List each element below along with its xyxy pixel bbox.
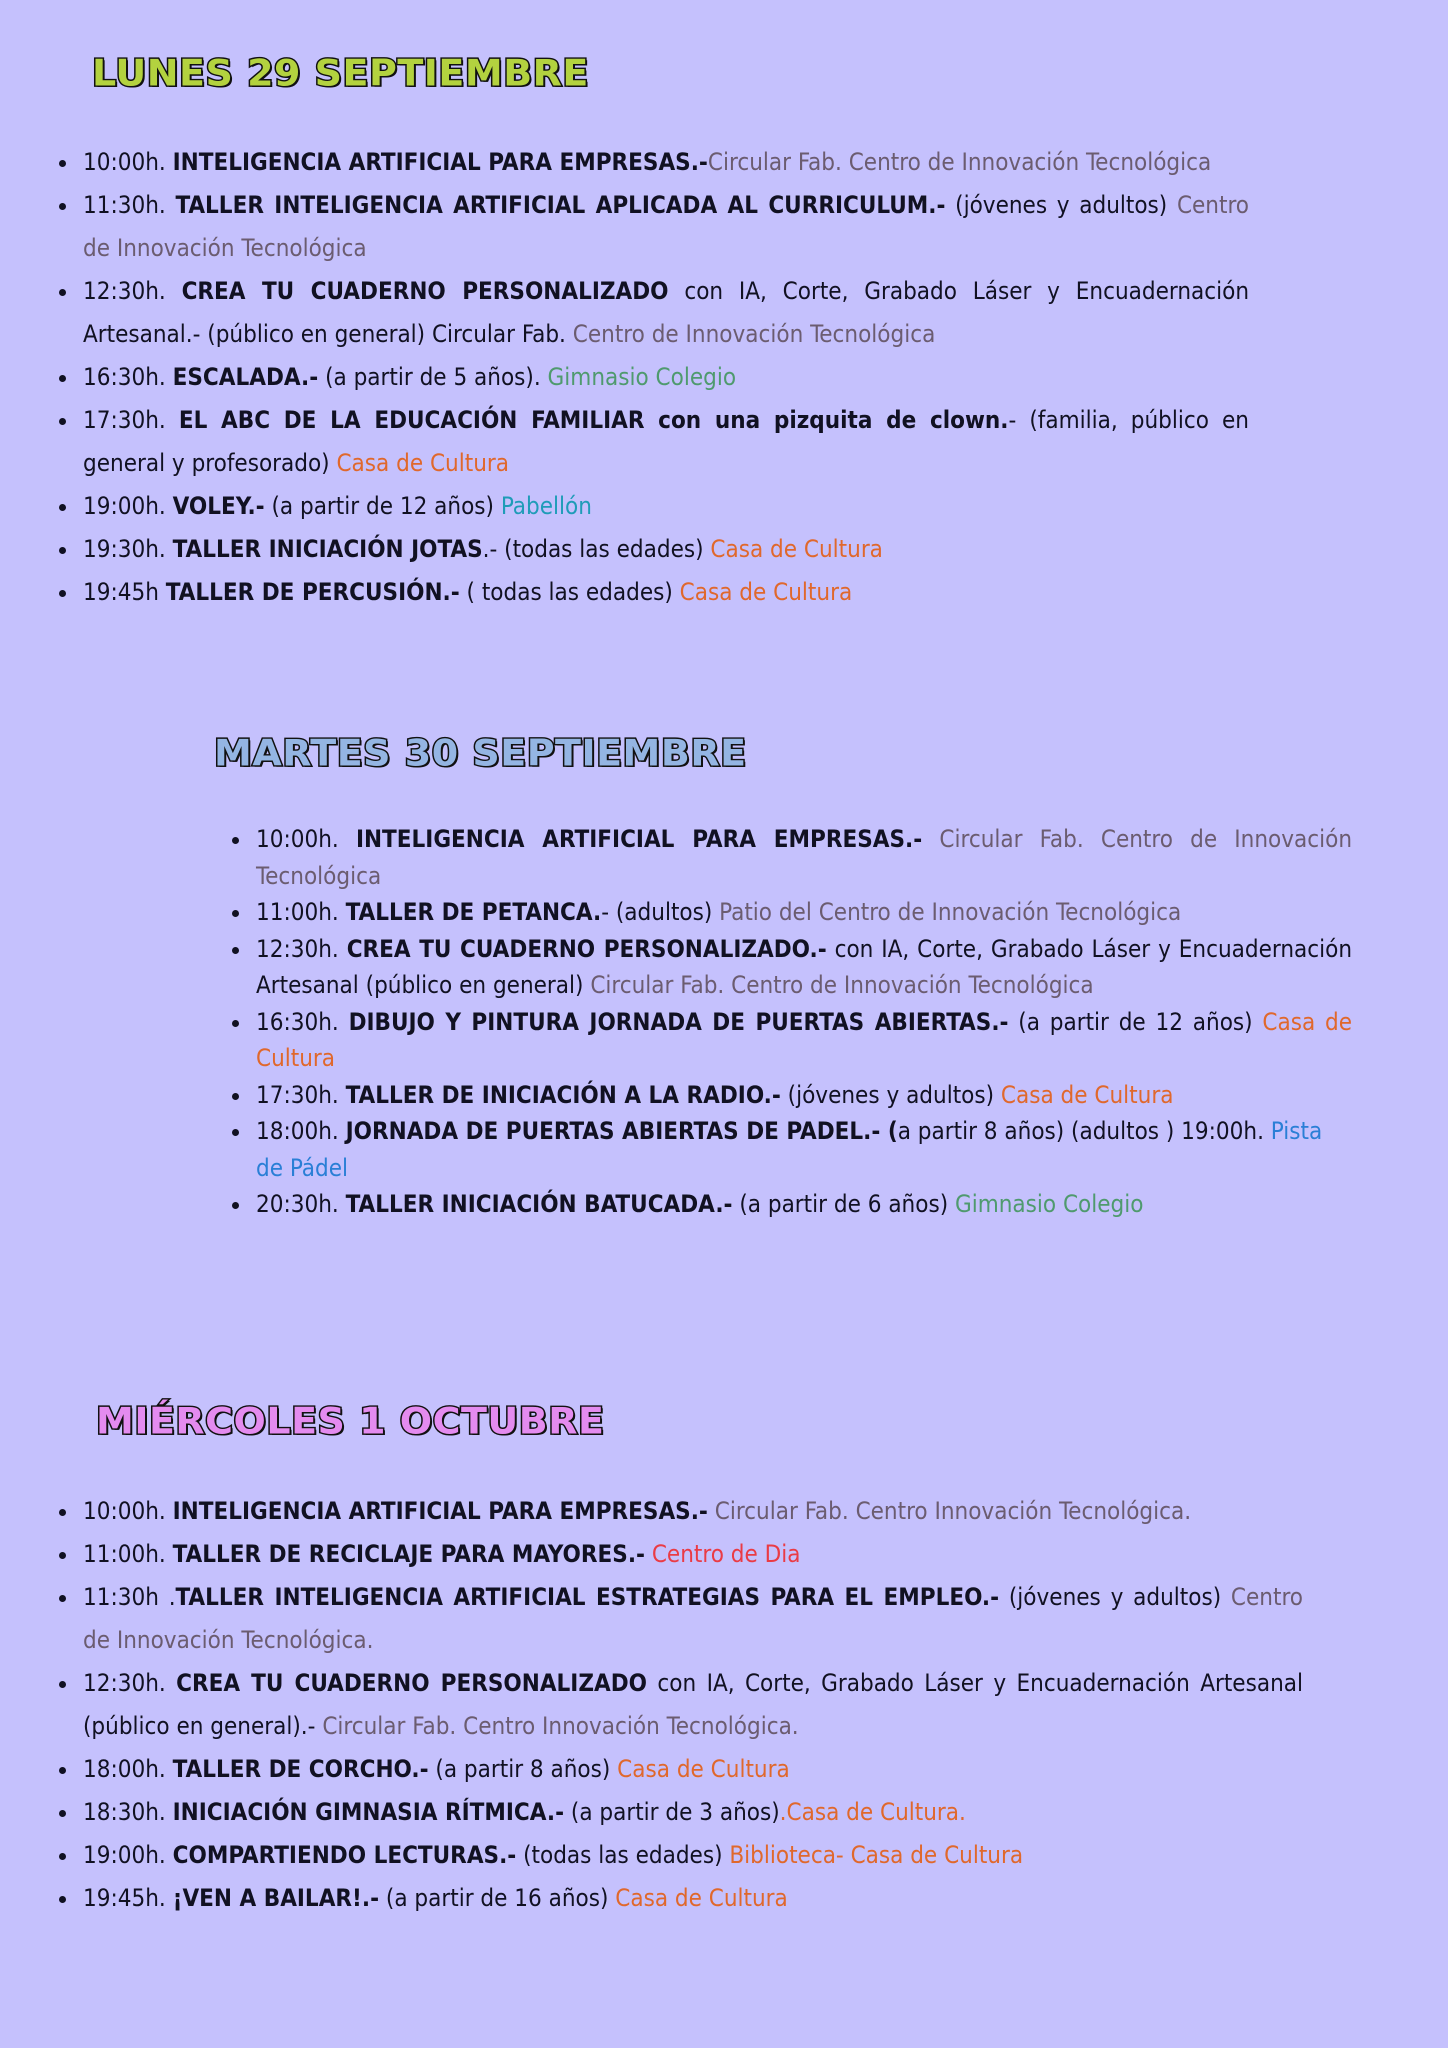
- event-detail: (a partir de 3 años): [564, 1798, 780, 1826]
- event-detail: (todas las edades): [516, 1841, 730, 1869]
- event-time: 19:30h.: [83, 535, 173, 563]
- event-title: TALLER DE INICIACIÓN A LA RADIO.-: [345, 1080, 781, 1109]
- event-list-martes: [230, 821, 1352, 1223]
- event-item: [57, 270, 1249, 356]
- event-detail: con IA, Corte, Grabado Láser y Encuadernación Artesanal.- (público en general) Circular Fab.: [83, 277, 1250, 348]
- event-detail: (a partir 8 años): [428, 1755, 618, 1783]
- event-time: 17:30h.: [256, 1080, 346, 1109]
- event-title: INTELIGENCIA ARTIFICIAL PARA EMPRESAS.-: [172, 148, 708, 176]
- event-title: DIBUJO Y PINTURA JORNADA DE PUERTAS ABIERTAS.-: [348, 1007, 1009, 1036]
- event-detail: - (familia, público en general y profesorado): [83, 406, 1249, 477]
- event-venue: Casa de Cultura: [615, 1884, 788, 1912]
- event-time: 11:00h.: [256, 898, 346, 926]
- event-title: ESCALADA.-: [172, 363, 319, 391]
- event-venue: Casa de Cultura: [617, 1755, 790, 1783]
- event-venue: Gimnasio Colegio: [954, 1190, 1144, 1218]
- event-venue: Casa de Cultura: [1000, 1080, 1174, 1109]
- event-detail: con IA, Corte, Grabado Láser y Encuadernación Artesanal (público en general): [256, 934, 1353, 999]
- event-item: [57, 141, 1249, 184]
- event-detail: a partir 8 años) (adultos ) 19:00h.: [897, 1117, 1271, 1145]
- event-title: ¡VEN A BAILAR!.-: [172, 1884, 380, 1912]
- event-list-lunes: [57, 141, 1249, 614]
- event-item: [57, 1662, 1303, 1748]
- event-time: 10:00h.: [83, 148, 173, 176]
- event-detail: - (adultos): [601, 898, 720, 926]
- event-item: [57, 1834, 1303, 1877]
- event-detail: (a partir de 16 años): [379, 1884, 616, 1912]
- event-time: 12:30h.: [83, 1669, 177, 1697]
- day-title-lunes: LUNES 29 SEPTIEMBRE: [92, 52, 589, 94]
- event-title: TALLER INTELIGENCIA ARTIFICIAL ESTRATEGIAS PARA EL EMPLEO.-: [175, 1583, 1000, 1611]
- event-title: TALLER DE PETANCA.: [345, 898, 602, 926]
- event-venue: Pista de Pádel: [256, 1117, 1323, 1182]
- event-detail: [645, 1540, 652, 1568]
- event-time: 17:30h.: [83, 406, 179, 434]
- event-item: [57, 571, 1249, 614]
- event-title: TALLER DE RECICLAJE PARA MAYORES.-: [172, 1540, 645, 1568]
- event-time: 10:00h.: [83, 1497, 173, 1525]
- event-venue: Casa de Cultura: [336, 449, 509, 477]
- event-title: INTELIGENCIA ARTIFICIAL PARA EMPRESAS.-: [172, 1497, 708, 1525]
- event-venue: Patio del Centro de Innovación Tecnológica: [719, 898, 1182, 926]
- event-detail: (a partir de 5 años).: [318, 363, 548, 391]
- event-time: 11:30h.: [83, 191, 176, 219]
- event-title: EL ABC DE LA EDUCACIÓN FAMILIAR con una pizquita de clown.: [178, 406, 1009, 434]
- event-title: CREA TU CUADERNO PERSONALIZADO.-: [346, 934, 827, 963]
- event-title: TALLER INICIACIÓN JOTAS: [172, 535, 483, 563]
- event-item: [230, 1004, 1352, 1077]
- event-venue: Centro de Dia: [651, 1540, 801, 1568]
- event-venue: Pabellón: [500, 492, 592, 520]
- event-title: COMPARTIENDO LECTURAS.-: [172, 1841, 517, 1869]
- event-time: 19:45h.: [83, 1884, 173, 1912]
- event-detail: (a partir de 12 años): [264, 492, 501, 520]
- event-venue: Circular Fab. Centro de Innovación Tecnológica: [256, 825, 1353, 890]
- event-title: JORNADA DE PUERTAS ABIERTAS DE PADEL.- (: [345, 1117, 898, 1145]
- event-venue: Circular Fab. Centro Innovación Tecnológica.: [714, 1497, 1192, 1525]
- event-venue: Casa de Cultura: [710, 535, 883, 563]
- event-detail: (jóvenes y adultos): [945, 191, 1177, 219]
- event-detail: .- (todas las edades): [482, 535, 711, 563]
- event-venue: Centro de Innovación Tecnológica.: [83, 1583, 1303, 1654]
- event-time: 19:00h.: [83, 1841, 173, 1869]
- event-title: TALLER INICIACIÓN BATUCADA.-: [345, 1190, 733, 1218]
- event-detail: (a partir de 6 años): [732, 1190, 955, 1218]
- event-item: [230, 931, 1352, 1004]
- event-venue: Gimnasio Colegio: [547, 363, 737, 391]
- event-item: [57, 1877, 1303, 1920]
- event-time: 11:30h .: [83, 1583, 176, 1611]
- event-venue: .Casa de Cultura.: [779, 1798, 966, 1826]
- event-venue: Centro de Innovación Tecnológica: [83, 191, 1250, 262]
- event-item: [230, 894, 1352, 931]
- event-item: [57, 1576, 1303, 1662]
- day-title-miercoles: MIÉRCOLES 1 OCTUBRE: [96, 1400, 605, 1442]
- event-title: INICIACIÓN GIMNASIA RÍTMICA.-: [172, 1798, 565, 1826]
- event-detail: (jóvenes y adultos): [780, 1080, 1001, 1109]
- day-title-martes: MARTES 30 SEPTIEMBRE: [214, 732, 747, 774]
- event-item: [57, 485, 1249, 528]
- event-time: 19:00h.: [83, 492, 173, 520]
- event-detail: ( todas las edades): [459, 578, 680, 606]
- event-item: [57, 528, 1249, 571]
- event-detail: (a partir de 12 años): [1008, 1007, 1263, 1036]
- event-item: [57, 1748, 1303, 1791]
- event-time: 12:30h.: [83, 277, 182, 305]
- event-time: 20:30h.: [256, 1190, 346, 1218]
- event-time: 18:00h.: [256, 1117, 346, 1145]
- event-venue: Centro de Innovación Tecnológica: [572, 320, 936, 348]
- event-time: 16:30h.: [256, 1007, 349, 1036]
- event-venue: Circular Fab. Centro de Innovación Tecnológica: [707, 148, 1212, 176]
- event-time: 19:45h: [83, 578, 166, 606]
- event-title: INTELIGENCIA ARTIFICIAL PARA EMPRESAS.-: [355, 825, 923, 853]
- event-time: 18:30h.: [83, 1798, 173, 1826]
- event-item: [57, 1490, 1303, 1533]
- event-detail: [708, 1497, 715, 1525]
- event-item: [57, 399, 1249, 485]
- event-item: [57, 1533, 1303, 1576]
- event-item: [230, 1186, 1352, 1223]
- event-time: 16:30h.: [83, 363, 173, 391]
- event-detail: [922, 825, 939, 853]
- event-item: [57, 356, 1249, 399]
- event-detail: con IA, Corte, Grabado Láser y Encuadernación Artesanal (público en general).-: [83, 1669, 1303, 1740]
- event-title: TALLER DE CORCHO.-: [172, 1755, 429, 1783]
- event-item: [230, 1077, 1352, 1114]
- event-time: 12:30h.: [256, 934, 347, 963]
- event-item: [57, 184, 1249, 270]
- event-list-miercoles: [57, 1490, 1303, 1920]
- event-time: 10:00h.: [256, 825, 356, 853]
- event-time: 18:00h.: [83, 1755, 173, 1783]
- event-time: 11:00h.: [83, 1540, 173, 1568]
- event-title: TALLER DE PERCUSIÓN.-: [165, 578, 460, 606]
- event-venue: Biblioteca- Casa de Cultura: [729, 1841, 1024, 1869]
- event-item: [230, 821, 1352, 894]
- event-title: VOLEY.-: [172, 492, 265, 520]
- event-detail: (jóvenes y adultos): [999, 1583, 1231, 1611]
- event-title: CREA TU CUADERNO PERSONALIZADO: [181, 277, 669, 305]
- event-venue: Casa de Cultura: [256, 1007, 1353, 1072]
- event-venue: Casa de Cultura: [679, 578, 853, 606]
- event-item: [57, 1791, 1303, 1834]
- event-venue: Circular Fab. Centro de Innovación Tecnológica: [590, 971, 1094, 999]
- event-title: TALLER INTELIGENCIA ARTIFICIAL APLICADA AL CURRICULUM.-: [175, 191, 946, 219]
- event-item: [230, 1113, 1352, 1186]
- event-title: CREA TU CUADERNO PERSONALIZADO: [176, 1669, 647, 1697]
- event-venue: Circular Fab. Centro Innovación Tecnológica.: [322, 1712, 799, 1740]
